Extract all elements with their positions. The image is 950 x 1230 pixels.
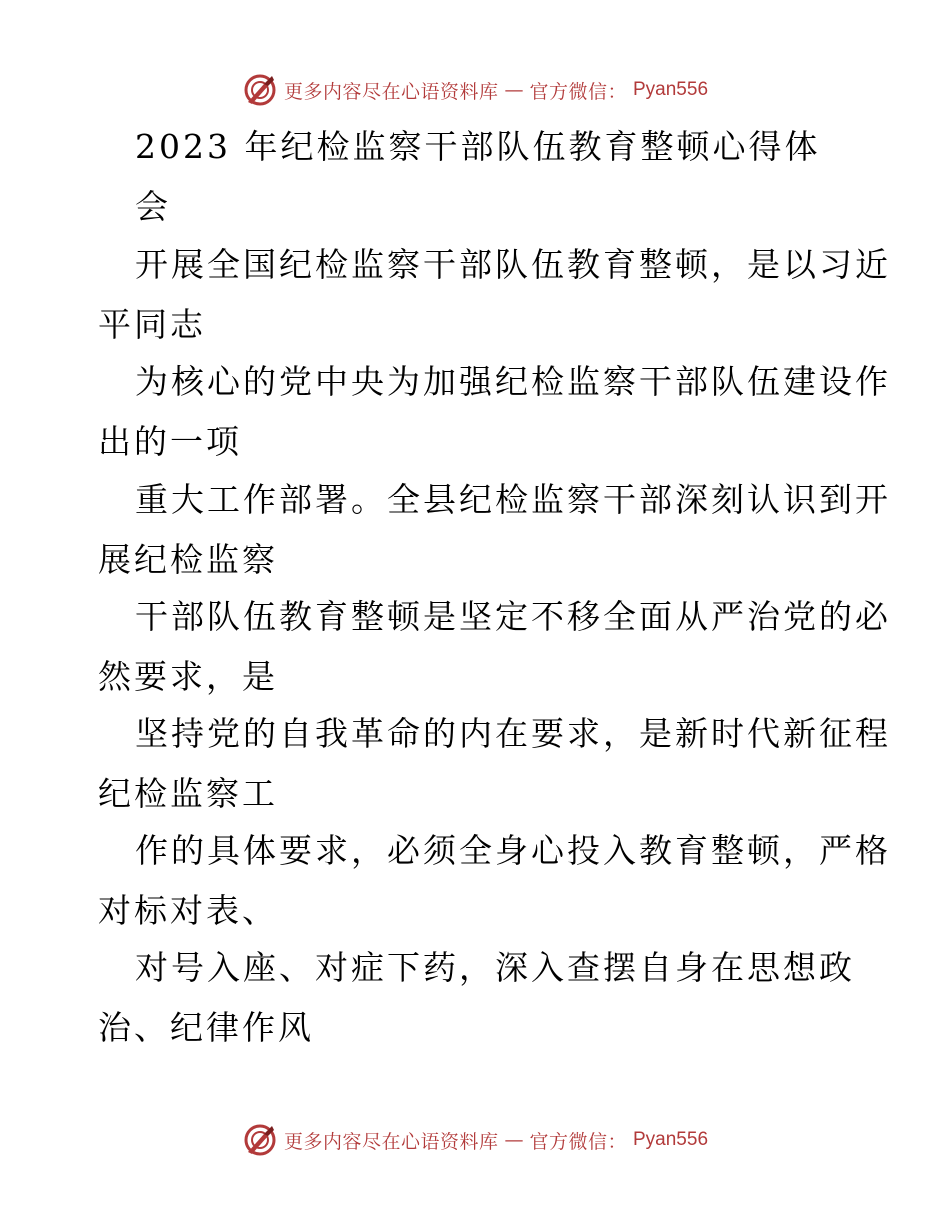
footer-watermark-banner <box>0 1120 950 1160</box>
banner-contact-id: Pyan556 <box>633 79 709 100</box>
banner-text: 更多内容尽在心语资料库 <box>283 80 499 103</box>
banner-contact-label: 官方微信： <box>529 1130 627 1153</box>
banner-text: 更多内容尽在心语资料库 <box>283 1130 499 1153</box>
paragraph-line: 平同志 <box>98 305 206 344</box>
paragraph-line: 治、纪律作风 <box>98 1008 314 1047</box>
red-circle-pen-logo-icon <box>242 72 278 108</box>
header-watermark-banner <box>0 70 950 110</box>
paragraph-line: 纪检监察工 <box>98 774 278 813</box>
banner-separator: — <box>504 1129 524 1151</box>
paragraph-line: 然要求，是 <box>98 657 278 696</box>
paragraph-line: 为核心的党中央为加强纪检监察干部队伍建设作 <box>135 362 891 401</box>
banner-contact-id: Pyan556 <box>633 1129 709 1150</box>
document-title-line-2: 会 <box>135 187 171 226</box>
paragraph-line: 重大工作部署。全县纪检监察干部深刻认识到开 <box>135 480 891 519</box>
document-title-line-1: 2023 年纪检监察干部队伍教育整顿心得体 <box>135 127 821 166</box>
paragraph-line: 对标对表、 <box>98 891 278 930</box>
paragraph-line: 干部队伍教育整顿是坚定不移全面从严治党的必 <box>135 597 891 636</box>
paragraph-line: 出的一项 <box>98 422 242 461</box>
banner-separator: — <box>504 79 524 101</box>
banner-contact-label: 官方微信： <box>529 80 627 103</box>
paragraph-line: 展纪检监察 <box>98 540 278 579</box>
paragraph-line: 坚持党的自我革命的内在要求，是新时代新征程 <box>135 714 891 753</box>
red-circle-pen-logo-icon <box>242 1122 278 1158</box>
paragraph-line: 作的具体要求，必须全身心投入教育整顿，严格 <box>135 831 891 870</box>
paragraph-line: 开展全国纪检监察干部队伍教育整顿，是以习近 <box>135 245 891 284</box>
paragraph-line: 对号入座、对症下药，深入查摆自身在思想政 <box>135 948 855 987</box>
